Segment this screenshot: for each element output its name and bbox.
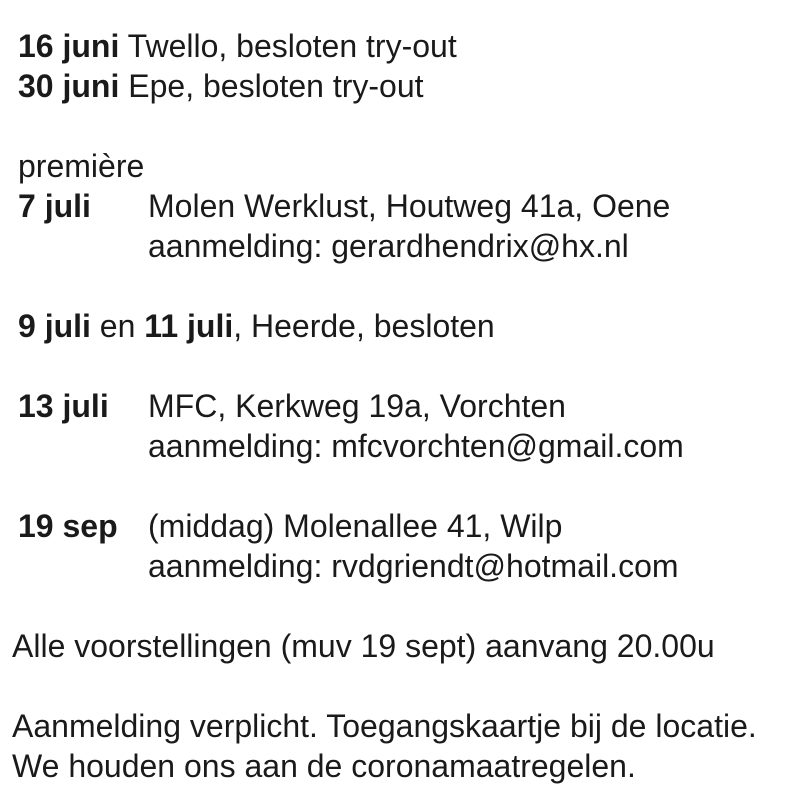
spacer bbox=[12, 666, 789, 706]
event-description: Epe, besloten try-out bbox=[128, 68, 424, 104]
spacer bbox=[18, 466, 789, 506]
tryout-line bbox=[18, 26, 789, 66]
event-details bbox=[148, 386, 789, 466]
event-location: (middag) Molenallee 41, Wilp bbox=[148, 508, 563, 544]
premiere-label: première bbox=[18, 148, 145, 184]
event-date: 13 juli bbox=[18, 388, 109, 424]
event-date: 7 juli bbox=[18, 188, 91, 224]
start-time-note: Alle voorstellingen (muv 19 sept) aanvang 20.00u bbox=[12, 628, 715, 664]
double-date-line bbox=[18, 306, 789, 346]
spacer bbox=[18, 266, 789, 306]
spacer bbox=[18, 106, 789, 146]
event-date: 11 juli bbox=[144, 308, 234, 344]
event-location: MFC, Kerkweg 19a, Vorchten bbox=[148, 388, 566, 424]
schedule-section bbox=[0, 26, 789, 586]
event-row bbox=[18, 186, 789, 266]
event-date: 9 juli bbox=[18, 308, 91, 344]
event-date: 30 juni bbox=[18, 68, 120, 104]
event-row bbox=[18, 386, 789, 466]
event-description: , Heerde, besloten bbox=[233, 308, 495, 344]
event-registration: aanmelding: gerardhendrix@hx.nl bbox=[148, 228, 629, 264]
event-location: Molen Werklust, Houtweg 41a, Oene bbox=[148, 188, 671, 224]
event-row bbox=[18, 506, 789, 586]
tryout-line bbox=[18, 66, 789, 106]
event-details bbox=[148, 186, 789, 266]
conjunction: en bbox=[99, 308, 136, 344]
registration-note-line1: Aanmelding verplicht. Toegangskaartje bij de locatie. bbox=[12, 708, 757, 744]
event-description: Twello, besloten try-out bbox=[127, 28, 457, 64]
event-registration: aanmelding: rvdgriendt@hotmail.com bbox=[148, 548, 679, 584]
event-details bbox=[148, 506, 789, 586]
registration-note-line2: We houden ons aan de coronamaatregelen. bbox=[12, 748, 636, 784]
notes-section bbox=[0, 626, 789, 786]
event-registration: aanmelding: mfcvorchten@gmail.com bbox=[148, 428, 684, 464]
event-date: 19 sep bbox=[18, 508, 118, 544]
spacer bbox=[18, 346, 789, 386]
event-date: 16 juni bbox=[18, 28, 120, 64]
spacer bbox=[0, 586, 789, 626]
